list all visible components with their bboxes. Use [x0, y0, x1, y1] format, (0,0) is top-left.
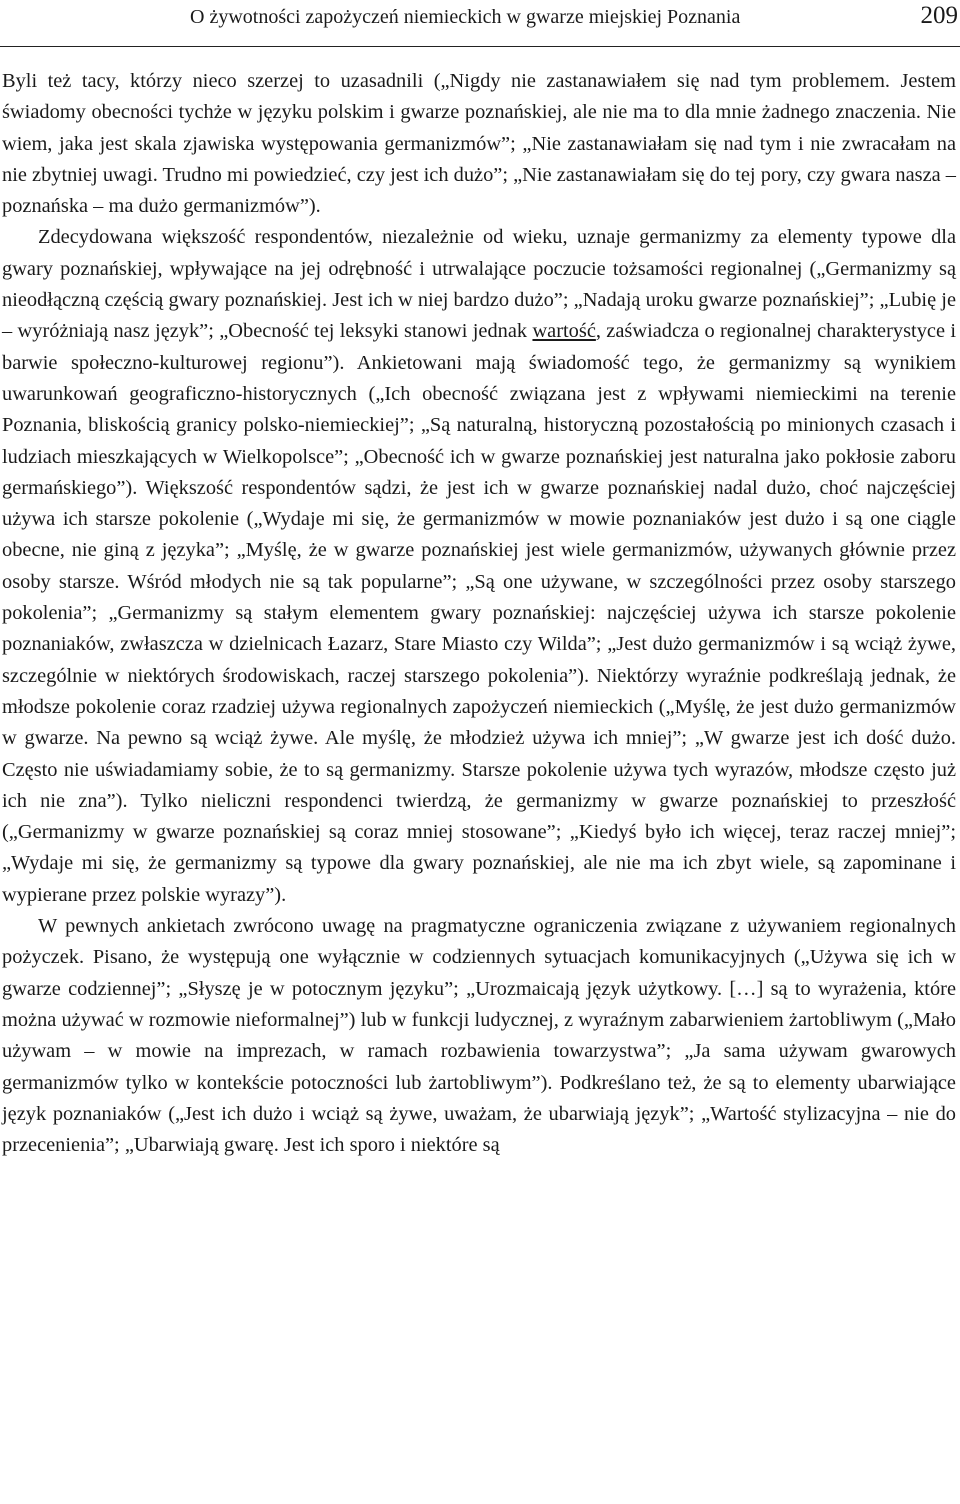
underlined-word: wartość	[532, 320, 596, 343]
page-number: 209	[920, 2, 958, 29]
paragraph-2-text-a: Zdecydowana większość respondentów, niezależnie od wieku, uznaje germanizmy za elementy typowe dla gwary poznańskiej, wpływające na jej odrębność i utrwalające poczucie tożsamości regionalnej („Germanizmy są nieodłączną częścią gwary poznańskiej. Jest ich w niej bardzo dużo”; „Nadają uroku gwarze poznańskiej”; „Lubię je – wyróżniają nasz język”; „Obecność tej leksyki stanowi jednak	[2, 226, 956, 343]
paragraph-2-text-b: , zaświadcza o regionalnej charakterystyce i barwie społeczno-kulturowej regionu”). Ankietowani mają świadomość tego, że germanizmy są wynikiem uwarunkowań geograficzno-historycznych („Ich obecność związana jest z wpływami niemieckimi na terenie Poznania, bliskością granicy polsko-niemieckiej”; „Są naturalną, historyczną pozostałością po minionych czasach i ludziach mieszkających w Wielkopolsce”; „Obecność ich w gwarze poznańskiej jest naturalna jako pokłosie zaboru germańskiego”). Większość respondentów sądzi, że jest ich w gwarze poznańskiej nadal dużo, choć najczęściej używa ich starsze pokolenie („Wydaje mi się, że germanizmów w mowie poznaniaków jest dużo i są one ciągle obecne, nie giną z języka”; „Myślę, że w gwarze poznańskiej jest wiele germanizmów, używanych głównie przez osoby starsze. Wśród młodych nie są tak popularne”; „Są one używane, w szczególności przez osoby starszego pokolenia”; „Germanizmy są stałym elementem gwary poznańskiej: najczęściej używa ich starsze pokolenie poznaniaków, zwłaszcza w dzielnicach Łazarz, Stare Miasto czy Wilda”; „Jest dużo germanizmów i są wciąż żywe, szczególnie w niektórych środowiskach, raczej starszego pokolenia”). Niektórzy wyraźnie podkreślają jednak, że młodsze pokolenie coraz rzadziej używa regionalnych zapożyczeń niemieckich („Myślę, że jest dużo germanizmów w gwarze. Na pewno są wciąż żywe. Ale myślę, że młodzież używa ich mniej”; „W gwarze jest ich dość dużo. Często nie uświadamiamy sobie, że to są germanizmy. Starsze pokolenie używa tych wyrazów, młodsze często już ich nie zna”). Tylko nieliczni respondenci twierdzą, że germanizmy w gwarze poznańskiej to przeszłość („Germanizmy w gwarze poznańskiej są coraz mniej stosowane”; „Kiedyś było ich więcej, teraz raczej mniej”; „Wydaje mi się, że germanizmy są typowe dla gwary poznańskiej, ale nie ma ich zbyt wiele, są zapominane i wypierane przez polskie wyrazy”).	[2, 320, 956, 906]
running-title: O żywotności zapożyczeń niemieckich w gwarze miejskiej Poznania	[190, 6, 741, 28]
body-text	[2, 66, 956, 1161]
running-header	[0, 0, 960, 47]
paragraph-3: W pewnych ankietach zwrócono uwagę na pragmatyczne ograniczenia związane z używaniem regionalnych pożyczek. Pisano, że występują one wyłącznie w codziennych sytuacjach komunikacyjnych („Używa się ich w gwarze codziennej”; „Słyszę je w potocznym języku”; „Urozmaicają język użytkowy. […] są to wyrażenia, które można używać w rozmowie nieformalnej”) lub w funkcji ludycznej, z wyraźnym zabarwieniem żartobliwym („Mało używam – w mowie na imprezach, w ramach rozbawienia towarzystwa”; „Ja sama używam gwarowych germanizmów tylko w kontekście potoczności lub żartobliwym”). Podkreślano też, że są to elementy ubarwiające język poznaniaków („Jest ich dużo i wciąż są żywe, uważam, że ubarwiają język”; „Wartość stylizacyjna – nie do przecenienia”; „Ubarwiają gwarę. Jest ich sporo i niektóre są	[2, 915, 956, 1157]
paragraph-1: Byli też tacy, którzy nieco szerzej to uzasadnili („Nigdy nie zastanawiałem się nad tym problemem. Jestem świadomy obecności tychże w języku polskim i gwarze poznańskiej, ale nie ma to dla mnie żadnego znaczenia. Nie wiem, jaka jest skala zjawiska występowania germanizmów”; „Nie zastanawiałam się nad tym i nie zwracałam na nie zbytniej uwagi. Trudno mi powiedzieć, czy jest ich dużo”; „Nie zastanawiałam się do tej pory, czy gwara nasza – poznańska – ma dużo germanizmów”).	[2, 70, 956, 218]
paragraph-2	[2, 222, 956, 911]
